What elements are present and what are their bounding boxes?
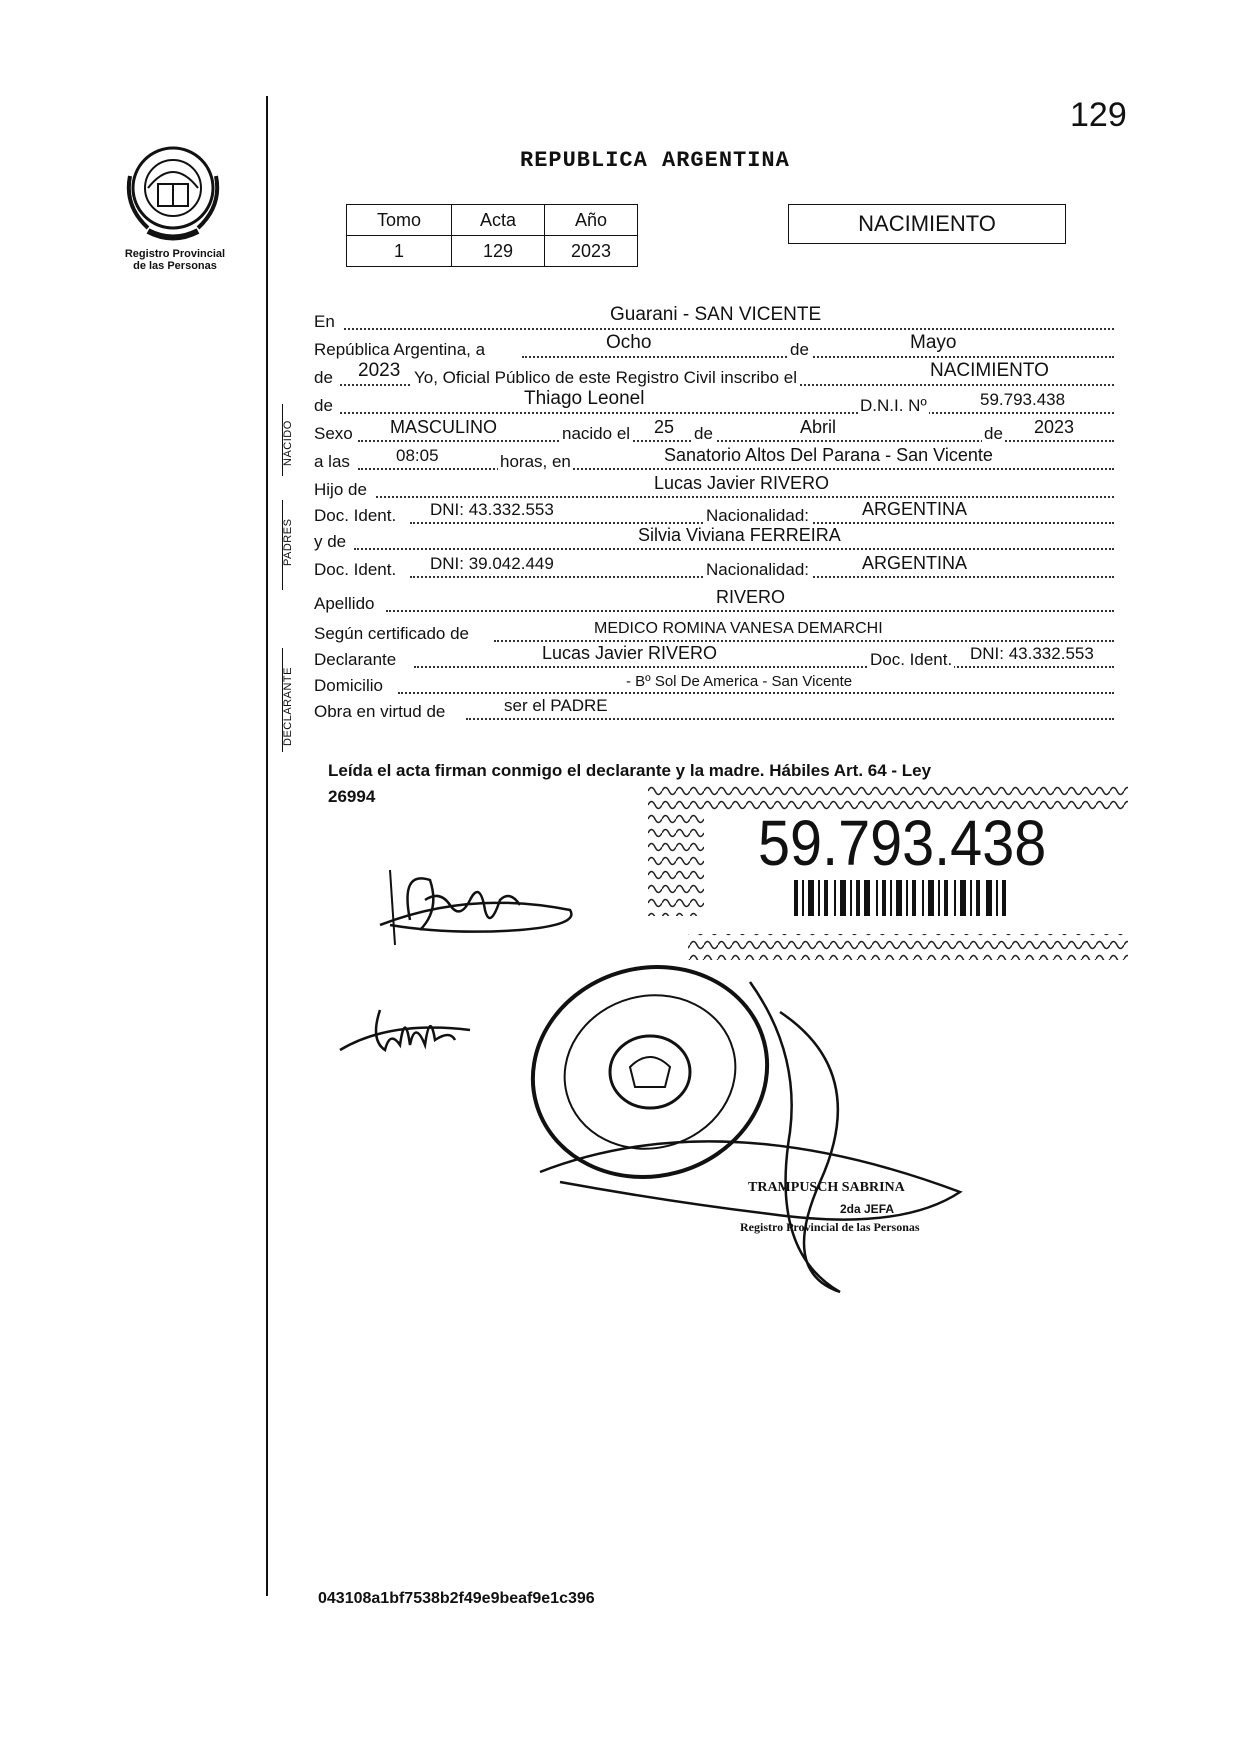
row-madre-doc bbox=[314, 554, 1114, 580]
value-certificado: MEDICO ROMINA VANESA DEMARCHI bbox=[594, 620, 883, 637]
declarant-signature bbox=[370, 850, 590, 950]
row-fecha bbox=[314, 334, 1114, 360]
row-hora-lugar bbox=[314, 446, 1114, 472]
value-anio: 2023 bbox=[358, 360, 401, 381]
dni-label-number: 59.793.438 bbox=[758, 807, 1047, 879]
label-doc-ident-2: Doc. Ident. bbox=[314, 560, 397, 579]
stamp-official-role: 2da JEFA bbox=[840, 1202, 895, 1216]
value-dia-nacimiento: 25 bbox=[654, 417, 675, 437]
act-type-box: NACIMIENTO bbox=[788, 204, 1066, 244]
barcode bbox=[794, 880, 1006, 916]
label-nacionalidad-2: Nacionalidad: bbox=[706, 560, 810, 579]
label-a-las: a las bbox=[314, 452, 350, 471]
row-padre bbox=[314, 474, 1114, 500]
dni-security-label bbox=[648, 784, 1128, 960]
value-anio: 2023 bbox=[545, 236, 638, 267]
row-apellido bbox=[314, 588, 1114, 614]
value-anio-nacimiento: 2023 bbox=[1034, 417, 1075, 437]
label-de2: de bbox=[314, 368, 333, 387]
dotted-line bbox=[340, 412, 1114, 414]
label-yo: Yo, Oficial Público de este Registro Civil inscribo el bbox=[414, 368, 797, 387]
official-stamp bbox=[520, 952, 1040, 1312]
logo-caption-line2: de las Personas bbox=[133, 260, 217, 272]
section-label-nacido: NACIDO bbox=[282, 420, 294, 466]
label-doc-ident: Doc. Ident. bbox=[314, 506, 397, 525]
logo-caption-line1: Registro Provincial bbox=[124, 248, 226, 260]
value-dni: 59.793.438 bbox=[980, 390, 1066, 409]
value-declarante: Lucas Javier RIVERO bbox=[542, 643, 718, 663]
label-de3: de bbox=[694, 424, 713, 443]
value-lugar-nacimiento: Sanatorio Altos Del Parana - San Vicente bbox=[664, 445, 993, 465]
dotted-line bbox=[376, 496, 1114, 498]
label-y-de: y de bbox=[314, 532, 347, 551]
value-hora: 08:05 bbox=[396, 446, 439, 465]
row-domicilio bbox=[314, 670, 1114, 696]
label-sexo: Sexo bbox=[314, 424, 353, 443]
label-republica: República Argentina, a bbox=[314, 340, 486, 359]
label-obra: Obra en virtud de bbox=[314, 702, 446, 721]
value-madre-doc: DNI: 39.042.449 bbox=[430, 554, 554, 573]
value-obra: ser el PADRE bbox=[504, 696, 608, 715]
value-declarante-doc: DNI: 43.332.553 bbox=[970, 644, 1094, 663]
dotted-line bbox=[522, 356, 1114, 358]
label-en: En bbox=[314, 312, 335, 331]
page-number: 129 bbox=[1070, 96, 1127, 134]
section-label-padres: PADRES bbox=[282, 518, 294, 566]
row-lugar bbox=[314, 306, 1114, 332]
label-nacionalidad: Nacionalidad: bbox=[706, 506, 810, 525]
left-margin-rule bbox=[266, 96, 268, 1596]
dotted-line bbox=[398, 692, 1114, 694]
label-doc-ident-3: Doc. Ident. bbox=[870, 650, 953, 669]
row-anio-acto bbox=[314, 362, 1114, 388]
stamp-official-name: TRAMPUSCH SABRINA bbox=[748, 1180, 905, 1195]
label-apellido: Apellido bbox=[314, 594, 375, 613]
row-nombre bbox=[314, 390, 1114, 416]
value-lugar: Guarani - SAN VICENTE bbox=[610, 304, 822, 325]
value-sexo: MASCULINO bbox=[390, 417, 498, 437]
label-dni: D.N.I. Nº bbox=[860, 396, 927, 415]
label-horas-en: horas, en bbox=[500, 452, 571, 471]
dotted-line bbox=[344, 328, 1114, 330]
closing-line2: 26994 bbox=[328, 787, 376, 806]
header-acta: Acta bbox=[452, 205, 545, 236]
value-mes-nacimiento: Abril bbox=[800, 417, 837, 437]
label-de: de bbox=[790, 340, 809, 359]
value-madre-nacionalidad: ARGENTINA bbox=[862, 553, 968, 573]
dotted-line bbox=[466, 718, 1114, 720]
country-title: REPUBLICA ARGENTINA bbox=[520, 148, 790, 173]
label-hijo-de: Hijo de bbox=[314, 480, 367, 499]
mother-signature bbox=[330, 990, 490, 1070]
volume-table-header-row bbox=[347, 205, 638, 236]
value-domicilio: - Bº Sol De America - San Vicente bbox=[626, 673, 853, 690]
dotted-line bbox=[354, 548, 1114, 550]
dotted-line bbox=[386, 610, 1114, 612]
label-segun: Según certificado de bbox=[314, 624, 469, 643]
section-label-declarante: DECLARANTE bbox=[282, 667, 294, 746]
row-obra bbox=[314, 696, 1114, 722]
value-madre: Silvia Viviana FERREIRA bbox=[638, 525, 841, 545]
label-declarante: Declarante bbox=[314, 650, 397, 669]
document-hash: 043108a1bf7538b2f49e9beaf9e1c396 bbox=[318, 1590, 595, 1607]
closing-line1: Leída el acta firman conmigo el declarante y la madre. Hábiles Art. 64 - Ley bbox=[328, 761, 932, 780]
header-tomo: Tomo bbox=[347, 205, 452, 236]
label-nacido-el: nacido el bbox=[562, 424, 631, 443]
value-nombre: Thiago Leonel bbox=[524, 388, 645, 409]
label-domicilio: Domicilio bbox=[314, 676, 383, 695]
row-declarante bbox=[314, 644, 1114, 670]
value-padre-doc: DNI: 43.332.553 bbox=[430, 500, 554, 519]
value-padre: Lucas Javier RIVERO bbox=[654, 473, 830, 493]
row-sexo bbox=[314, 418, 1114, 444]
value-acta: 129 bbox=[452, 236, 545, 267]
label-de4: de bbox=[984, 424, 1003, 443]
row-certificado bbox=[314, 618, 1114, 644]
dotted-line bbox=[494, 640, 1114, 642]
logo-caption bbox=[104, 248, 246, 272]
volume-table-value-row bbox=[347, 236, 638, 267]
row-madre bbox=[314, 526, 1114, 552]
value-dia: Ocho bbox=[606, 332, 652, 353]
value-acto: NACIMIENTO bbox=[930, 360, 1049, 381]
provincial-emblem-logo bbox=[118, 136, 228, 246]
label-de-nombre: de bbox=[314, 396, 333, 415]
stamp-office: Registro Provincial de las Personas bbox=[740, 1220, 920, 1234]
dotted-line bbox=[414, 666, 1114, 668]
value-tomo: 1 bbox=[347, 236, 452, 267]
header-anio: Año bbox=[545, 205, 638, 236]
dotted-line bbox=[358, 468, 1114, 470]
value-apellido: RIVERO bbox=[716, 587, 786, 607]
value-padre-nacionalidad: ARGENTINA bbox=[862, 499, 968, 519]
volume-table bbox=[346, 204, 638, 267]
value-mes: Mayo bbox=[910, 332, 957, 353]
row-padre-doc bbox=[314, 500, 1114, 526]
